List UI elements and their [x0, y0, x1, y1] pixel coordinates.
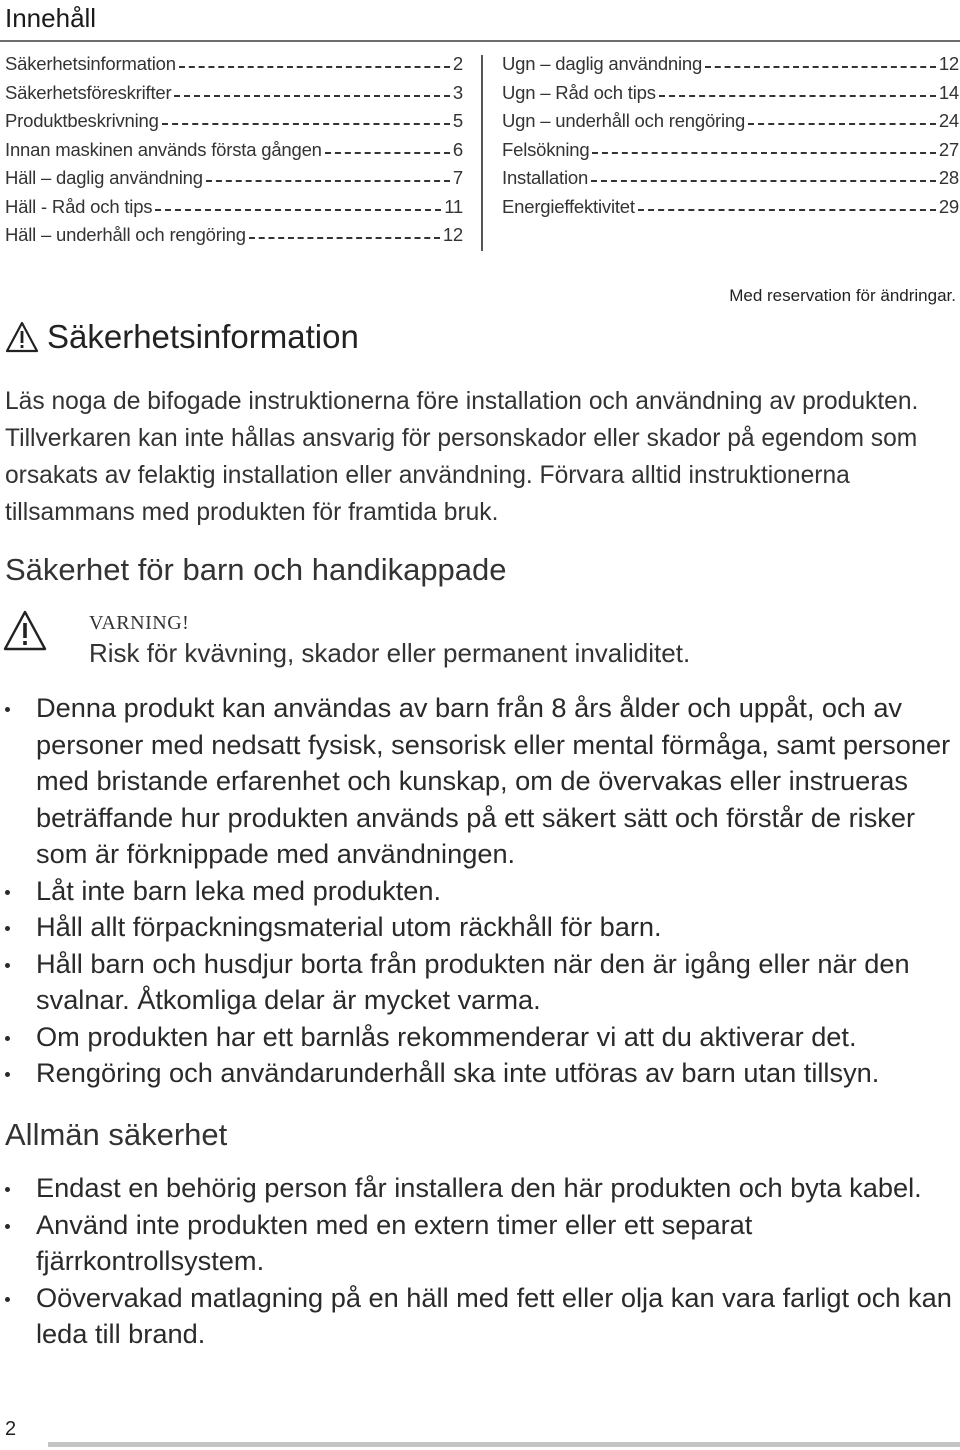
toc-entry-label: Ugn – daglig användning: [502, 53, 703, 74]
toc-entry[interactable]: [5, 139, 463, 168]
toc-entry-label: Häll – daglig användning: [5, 167, 203, 188]
warning-triangle-icon: [5, 321, 39, 353]
general-section-title: Allmän säkerhet: [5, 1117, 228, 1152]
toc-entry-page: 24: [938, 110, 959, 131]
toc-leader: [638, 209, 936, 211]
header-rule: [0, 40, 960, 42]
toc-entry-page: 27: [938, 138, 959, 160]
bullet-icon: [5, 1036, 10, 1041]
toc-entry-page: 6: [452, 138, 463, 160]
toc-entry[interactable]: [502, 196, 959, 225]
list-item: [0, 1019, 955, 1056]
toc-entry-page: 12: [938, 53, 959, 74]
toc-leader: [162, 123, 450, 125]
warning-triangle-icon: [3, 610, 47, 652]
warning-label: VARNING!: [89, 612, 190, 634]
toc-entry[interactable]: [502, 53, 959, 82]
toc-entry[interactable]: [502, 167, 959, 196]
toc-entry-page: 2: [452, 53, 463, 74]
safety-section-title: Säkerhetsinformation: [47, 318, 359, 355]
list-item: [0, 1207, 955, 1280]
toc-entry-page: 28: [938, 167, 959, 188]
list-item-text: Håll barn och husdjur borta från produkten när den är igång eller när den svalnar. Åtkomliga delar är mycket varma.: [36, 947, 910, 1015]
list-item-text: Endast en behörig person får installera den här produkten och byta kabel.: [36, 1172, 922, 1203]
list-item: [0, 1055, 955, 1092]
toc-leader: [591, 180, 936, 182]
toc-leader: [592, 152, 935, 154]
list-item-text: Håll allt förpackningsmaterial utom räckhåll för barn.: [36, 911, 662, 942]
bullet-icon: [5, 1224, 10, 1229]
toc-column-divider: [481, 55, 483, 251]
toc-left-column: [5, 53, 463, 253]
toc-entry[interactable]: [5, 196, 463, 225]
safety-intro-paragraph: Läs noga de bifogade instruktionerna före installation och användning av produkten. Tillverkaren kan inte hållas ansvarig för personskador eller skador på egendom som orsakats av felaktig installation eller användning. Förvara alltid instruktionerna tillsammans med produkten för framtida bruk.: [5, 388, 919, 526]
bullet-icon: [5, 890, 10, 895]
list-item: [0, 946, 955, 1019]
bullet-icon: [5, 707, 10, 712]
toc-entry[interactable]: [5, 82, 463, 111]
list-item: [0, 1170, 955, 1207]
toc-entry-label: Installation: [502, 167, 589, 188]
list-item-text: Använd inte produkten med en extern timer eller ett separat fjärrkontrollsystem.: [36, 1208, 753, 1276]
list-item-text: Oövervakad matlagning på en häll med fett eller olja kan vara farligt och kan leda till brand.: [36, 1281, 952, 1349]
toc-entry-label: Säkerhetsinformation: [5, 53, 176, 74]
toc-entry[interactable]: [5, 53, 463, 82]
toc-entry-label: Säkerhetsföreskrifter: [5, 81, 172, 103]
toc-entry[interactable]: [5, 167, 463, 196]
toc-entry-page: 7: [452, 167, 463, 188]
bullet-icon: [5, 1187, 10, 1192]
toc-entry-page: 5: [452, 110, 463, 131]
reservation-note: Med reservation för ändringar.: [729, 286, 956, 305]
list-item-text: Rengöring och användarunderhåll ska inte utföras av barn utan tillsyn.: [36, 1057, 880, 1088]
toc-leader: [174, 95, 449, 97]
toc-entry-page: 12: [442, 224, 463, 245]
toc-leader: [206, 180, 450, 182]
toc-leader: [659, 95, 936, 97]
toc-entry[interactable]: [502, 139, 959, 168]
toc-entry[interactable]: [502, 82, 959, 111]
toc-entry-label: Häll – underhåll och rengöring: [5, 224, 246, 245]
general-safety-list: [0, 1170, 955, 1353]
safety-section-heading: [5, 318, 359, 356]
children-section-title: Säkerhet för barn och handikappade: [5, 552, 507, 587]
toc-leader: [705, 66, 936, 68]
list-item-text: Denna produkt kan användas av barn från 8 års ålder och uppåt, och av personer med nedsatt fysisk, sensorisk eller mental förmåga, samt personer med bristande erfarenhet och kunskap, om de övervakas eller instrueras beträffande hur produkten används på ett säkert sätt och förstår de risker som är förknippade med användningen.: [36, 692, 951, 869]
page-number: 2: [5, 1418, 17, 1440]
bullet-icon: [5, 1072, 10, 1077]
toc-entry-page: 3: [452, 81, 463, 103]
toc-entry-page: 29: [938, 195, 959, 217]
toc-leader: [155, 209, 441, 211]
toc-right-column: [502, 53, 959, 224]
list-item-text: Om produkten har ett barnlås rekommenderar vi att du aktiverar det.: [36, 1020, 857, 1052]
list-item: [0, 690, 955, 873]
bullet-icon: [5, 926, 10, 931]
list-item-text: Låt inte barn leka med produkten.: [36, 874, 442, 906]
list-item: [0, 1280, 955, 1353]
toc-entry[interactable]: [5, 224, 463, 253]
toc-entry-label: Ugn – underhåll och rengöring: [502, 110, 746, 131]
children-safety-list: [0, 690, 955, 1092]
bullet-icon: [5, 963, 10, 968]
toc-entry-label: Innan maskinen används första gången: [5, 138, 322, 160]
list-item: [0, 909, 955, 946]
toc-entry-label: Häll - Råd och tips: [5, 195, 153, 217]
page-header-title: Innehåll: [5, 3, 97, 33]
bullet-icon: [5, 1297, 10, 1302]
toc-entry-page: 11: [444, 195, 463, 217]
toc-entry-label: Produktbeskrivning: [5, 110, 159, 131]
toc-entry-label: Felsökning: [502, 138, 590, 160]
toc-entry-page: 14: [938, 81, 959, 103]
toc-entry-label: Energieffektivitet: [502, 195, 635, 217]
toc-leader: [748, 123, 936, 125]
footer-rule: [48, 1442, 960, 1447]
toc-entry-label: Ugn – Råd och tips: [502, 81, 656, 103]
toc-entry[interactable]: [502, 110, 959, 139]
toc-entry[interactable]: [5, 110, 463, 139]
toc-leader: [249, 237, 440, 239]
warning-text: Risk för kvävning, skador eller permanent invaliditet.: [89, 638, 691, 668]
toc-leader: [179, 66, 450, 68]
toc-leader: [325, 152, 450, 154]
list-item: [0, 873, 955, 910]
